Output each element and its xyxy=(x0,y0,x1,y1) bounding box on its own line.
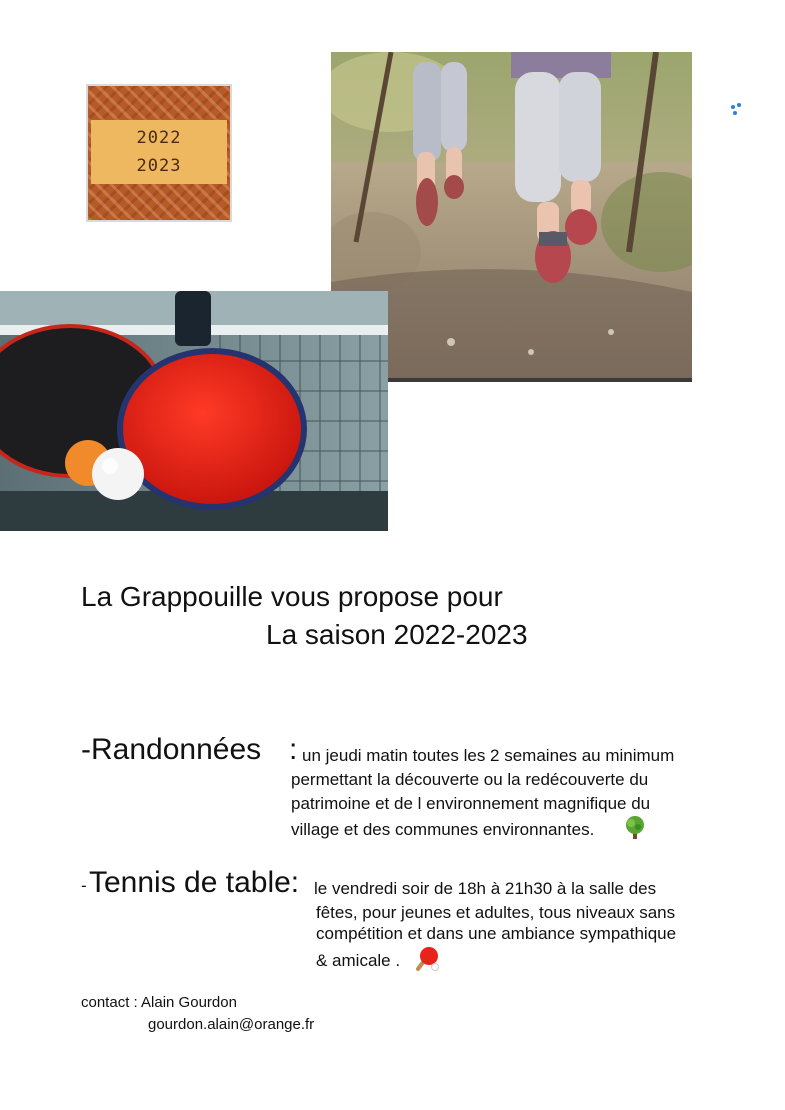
randonnees-text-line2: permettant la découverte ou la redécouverte du xyxy=(291,770,649,789)
dots-icon xyxy=(729,101,745,117)
tennis-text-line1: le vendredi soir de 18h à 21h30 à la salle des xyxy=(314,879,657,898)
tennis-text-line2: fêtes, pour jeunes et adultes, tous niveaux sans xyxy=(316,903,676,922)
randonnees-text-line3: patrimoine et de l environnement magnifique du xyxy=(291,794,651,813)
ping-pong-icon xyxy=(412,945,440,973)
page-title-line1: La Grappouille vous propose pour xyxy=(81,581,503,612)
randonnees-text-line1: un jeudi matin toutes les 2 semaines au minimum xyxy=(302,746,675,765)
page-title-line2: La saison 2022-2023 xyxy=(266,619,528,650)
tennis-text-line3: compétition et dans une ambiance sympathique xyxy=(316,924,677,943)
year-end: 2023 xyxy=(136,156,182,176)
ping-pong-photo xyxy=(0,291,388,531)
year-badge xyxy=(88,86,230,220)
randonnees-text-line4: village et des communes environnantes. xyxy=(291,820,595,839)
tennis-heading: Tennis de table: xyxy=(89,866,300,899)
randonnees-colon: : xyxy=(289,733,298,766)
contact-name: contact : Alain Gourdon xyxy=(81,994,237,1011)
tennis-dash: - xyxy=(81,876,87,895)
tree-icon xyxy=(622,814,648,840)
year-start: 2022 xyxy=(136,128,182,148)
tennis-text-line4: & amicale . xyxy=(316,951,401,970)
randonnees-heading: -Randonnées xyxy=(81,733,262,766)
year-band xyxy=(91,120,227,184)
contact-email[interactable]: gourdon.alain@orange.fr xyxy=(148,1016,315,1033)
